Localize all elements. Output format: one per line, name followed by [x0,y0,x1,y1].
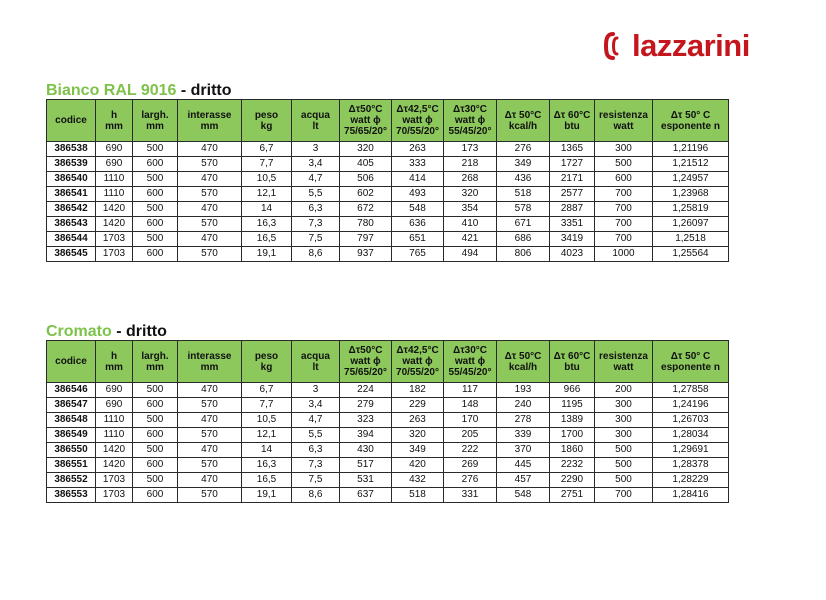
table-row [47,232,729,247]
table-cell: 600 [133,428,178,443]
table-row [47,428,729,443]
table-cell: 432 [392,473,444,488]
table-cell: 5,5 [292,428,340,443]
table-row [47,473,729,488]
table-cell: 500 [133,383,178,398]
table-cell: 148 [444,398,497,413]
section-title-colored: Cromato [46,323,112,340]
table-cell: 349 [497,157,550,172]
table-cell: 268 [444,172,497,187]
table-cell: 1420 [96,443,133,458]
table-cell: 6,7 [242,383,292,398]
table-cell: 686 [497,232,550,247]
brand-name: lazzarini [632,28,750,63]
table-cell: 570 [178,428,242,443]
table-cell: 1727 [550,157,595,172]
table-cell: 602 [340,187,392,202]
table-cell: 349 [392,443,444,458]
table-cell: 1389 [550,413,595,428]
product-code-cell: 386551 [47,458,96,473]
table-cell: 1860 [550,443,595,458]
table-cell: 263 [392,413,444,428]
table-cell: 700 [595,202,653,217]
table-cell: 8,6 [292,247,340,262]
table-cell: 671 [497,217,550,232]
table-cell: 8,6 [292,488,340,503]
table-cell: 354 [444,202,497,217]
table-cell: 3 [292,142,340,157]
product-code-cell: 386544 [47,232,96,247]
table-cell: 1,29691 [653,443,729,458]
column-header: Δτ 50°C kcal/h [497,341,550,383]
table-cell: 16,3 [242,217,292,232]
table-cell: 320 [340,142,392,157]
table-cell: 500 [133,142,178,157]
table-cell: 570 [178,187,242,202]
table-cell: 12,1 [242,428,292,443]
product-code-cell: 386549 [47,428,96,443]
table-cell: 173 [444,142,497,157]
column-header: Δτ42,5°C watt ϕ 70/55/20° [392,100,444,142]
table-cell: 600 [133,217,178,232]
table-cell: 1,24196 [653,398,729,413]
section-title-suffix: - dritto [111,323,167,340]
column-header: codice [47,341,96,383]
table-cell: 493 [392,187,444,202]
table-cell: 19,1 [242,488,292,503]
table-cell: 1,24957 [653,172,729,187]
table-cell: 300 [595,428,653,443]
product-code-cell: 386548 [47,413,96,428]
column-header: h mm [96,341,133,383]
table-cell: 1,25819 [653,202,729,217]
spec-table-cromato [46,340,729,503]
table-cell: 690 [96,142,133,157]
table-row [47,383,729,398]
table-cell: 4,7 [292,413,340,428]
table-cell: 578 [497,202,550,217]
table-cell: 1,27858 [653,383,729,398]
table-cell: 1703 [96,473,133,488]
column-header: peso kg [242,341,292,383]
table-cell: 1703 [96,488,133,503]
table-cell: 1,26097 [653,217,729,232]
table-cell: 445 [497,458,550,473]
table-cell: 1420 [96,202,133,217]
table-cell: 300 [595,413,653,428]
product-code-cell: 386541 [47,187,96,202]
table-cell: 600 [133,458,178,473]
table-row [47,217,729,232]
table-cell: 323 [340,413,392,428]
table-cell: 937 [340,247,392,262]
table-cell: 333 [392,157,444,172]
product-code-cell: 386550 [47,443,96,458]
table-cell: 331 [444,488,497,503]
table-cell: 2290 [550,473,595,488]
section-title-colored: Bianco RAL 9016 [46,82,177,99]
table-cell: 518 [392,488,444,503]
table-cell: 690 [96,157,133,172]
table-cell: 1110 [96,413,133,428]
table-cell: 700 [595,217,653,232]
table-cell: 1703 [96,232,133,247]
table-cell: 2232 [550,458,595,473]
column-header: resistenza watt [595,341,653,383]
table-cell: 570 [178,217,242,232]
table-header-row [47,341,729,383]
table-cell: 700 [595,232,653,247]
table-cell: 7,7 [242,398,292,413]
table-cell: 1,21196 [653,142,729,157]
table-cell: 278 [497,413,550,428]
table-cell: 570 [178,247,242,262]
table-cell: 517 [340,458,392,473]
table-cell: 2171 [550,172,595,187]
table-cell: 636 [392,217,444,232]
table-cell: 494 [444,247,497,262]
column-header: resistenza watt [595,100,653,142]
table-cell: 1,25564 [653,247,729,262]
table-row [47,443,729,458]
table-cell: 3351 [550,217,595,232]
table-cell: 570 [178,398,242,413]
table-cell: 500 [595,443,653,458]
column-header: acqua lt [292,100,340,142]
table-cell: 470 [178,413,242,428]
table-row [47,398,729,413]
table-cell: 6,3 [292,202,340,217]
table-cell: 518 [497,187,550,202]
table-cell: 1,21512 [653,157,729,172]
table-cell: 1000 [595,247,653,262]
table-cell: 672 [340,202,392,217]
table-cell: 470 [178,232,242,247]
table-cell: 506 [340,172,392,187]
table-cell: 269 [444,458,497,473]
table-row [47,413,729,428]
table-cell: 10,5 [242,172,292,187]
table-cell: 570 [178,488,242,503]
table-cell: 414 [392,172,444,187]
table-cell: 765 [392,247,444,262]
product-code-cell: 386545 [47,247,96,262]
table-cell: 966 [550,383,595,398]
table-cell: 651 [392,232,444,247]
table-cell: 222 [444,443,497,458]
table-row [47,172,729,187]
table-cell: 276 [497,142,550,157]
table-cell: 7,3 [292,458,340,473]
table-cell: 170 [444,413,497,428]
table-cell: 570 [178,458,242,473]
table-cell: 320 [392,428,444,443]
table-cell: 570 [178,157,242,172]
table-cell: 14 [242,202,292,217]
table-cell: 470 [178,443,242,458]
table-cell: 14 [242,443,292,458]
brand-logo [604,30,750,61]
column-header: acqua lt [292,341,340,383]
table-cell: 500 [133,473,178,488]
table-cell: 1,23968 [653,187,729,202]
table-cell: 6,7 [242,142,292,157]
table-cell: 300 [595,142,653,157]
section-title-suffix: - dritto [176,82,232,99]
product-code-cell: 386553 [47,488,96,503]
section-title-bianco [46,83,232,99]
section-title-cromato [46,324,167,340]
table-cell: 470 [178,473,242,488]
table-cell: 1700 [550,428,595,443]
table-cell: 806 [497,247,550,262]
product-code-cell: 386542 [47,202,96,217]
table-cell: 1110 [96,428,133,443]
table-cell: 19,1 [242,247,292,262]
table-cell: 182 [392,383,444,398]
table-cell: 1,28229 [653,473,729,488]
table-cell: 1365 [550,142,595,157]
column-header: codice [47,100,96,142]
table-cell: 7,5 [292,473,340,488]
table-cell: 600 [595,172,653,187]
table-cell: 3 [292,383,340,398]
column-header: Δτ 60°C btu [550,100,595,142]
table-cell: 16,3 [242,458,292,473]
column-header: Δτ50°C watt ϕ 75/65/20° [340,100,392,142]
table-cell: 470 [178,383,242,398]
column-header: largh. mm [133,341,178,383]
table-row [47,157,729,172]
table-cell: 1,28416 [653,488,729,503]
table-cell: 320 [444,187,497,202]
table-cell: 300 [595,398,653,413]
table-cell: 193 [497,383,550,398]
table-cell: 4,7 [292,172,340,187]
table-cell: 394 [340,428,392,443]
table-cell: 3,4 [292,398,340,413]
table-cell: 420 [392,458,444,473]
table-cell: 457 [497,473,550,488]
table-cell: 410 [444,217,497,232]
table-row [47,142,729,157]
spec-table-bianco [46,99,729,262]
table-cell: 1420 [96,458,133,473]
table-cell: 200 [595,383,653,398]
table-cell: 2577 [550,187,595,202]
table-cell: 600 [133,247,178,262]
column-header: Δτ 50° C esponente n [653,100,729,142]
product-code-cell: 386539 [47,157,96,172]
column-header: largh. mm [133,100,178,142]
table-cell: 1,28378 [653,458,729,473]
table-cell: 117 [444,383,497,398]
table-cell: 500 [133,413,178,428]
table-cell: 637 [340,488,392,503]
table-cell: 1703 [96,247,133,262]
table-cell: 276 [444,473,497,488]
table-row [47,247,729,262]
table-cell: 1,2518 [653,232,729,247]
table-cell: 3,4 [292,157,340,172]
table-row [47,488,729,503]
table-cell: 16,5 [242,232,292,247]
column-header: Δτ30°C watt ϕ 55/45/20° [444,100,497,142]
table-cell: 600 [133,488,178,503]
product-code-cell: 386538 [47,142,96,157]
table-cell: 531 [340,473,392,488]
product-code-cell: 386547 [47,398,96,413]
table-cell: 421 [444,232,497,247]
table-cell: 600 [133,398,178,413]
table-cell: 500 [595,473,653,488]
table-cell: 1110 [96,187,133,202]
table-cell: 548 [392,202,444,217]
table-cell: 500 [133,443,178,458]
table-row [47,458,729,473]
table-cell: 500 [133,172,178,187]
table-cell: 1195 [550,398,595,413]
table-cell: 600 [133,157,178,172]
table-cell: 1110 [96,172,133,187]
table-cell: 263 [392,142,444,157]
table-cell: 3419 [550,232,595,247]
table-cell: 10,5 [242,413,292,428]
table-cell: 470 [178,172,242,187]
column-header: Δτ30°C watt ϕ 55/45/20° [444,341,497,383]
table-cell: 500 [133,232,178,247]
product-code-cell: 386540 [47,172,96,187]
table-cell: 2751 [550,488,595,503]
table-cell: 205 [444,428,497,443]
table-cell: 700 [595,488,653,503]
table-cell: 1420 [96,217,133,232]
table-cell: 12,1 [242,187,292,202]
table-cell: 240 [497,398,550,413]
table-row [47,202,729,217]
table-cell: 405 [340,157,392,172]
product-code-cell: 386546 [47,383,96,398]
table-cell: 780 [340,217,392,232]
table-cell: 470 [178,142,242,157]
table-cell: 339 [497,428,550,443]
column-header: Δτ 50° C esponente n [653,341,729,383]
table-cell: 4023 [550,247,595,262]
column-header: Δτ 50°C kcal/h [497,100,550,142]
table-cell: 470 [178,202,242,217]
table-cell: 436 [497,172,550,187]
table-cell: 2887 [550,202,595,217]
table-cell: 279 [340,398,392,413]
table-cell: 229 [392,398,444,413]
table-row [47,187,729,202]
table-cell: 5,5 [292,187,340,202]
column-header: interasse mm [178,341,242,383]
table-header-row [47,100,729,142]
table-cell: 1,26703 [653,413,729,428]
table-cell: 500 [133,202,178,217]
table-cell: 690 [96,383,133,398]
table-cell: 548 [497,488,550,503]
product-code-cell: 386543 [47,217,96,232]
table-cell: 500 [595,458,653,473]
table-cell: 7,3 [292,217,340,232]
table-cell: 500 [595,157,653,172]
table-cell: 16,5 [242,473,292,488]
column-header: h mm [96,100,133,142]
column-header: interasse mm [178,100,242,142]
column-header: Δτ50°C watt ϕ 75/65/20° [340,341,392,383]
table-cell: 430 [340,443,392,458]
lazzarini-logo-icon [604,31,626,61]
table-cell: 690 [96,398,133,413]
table-cell: 1,28034 [653,428,729,443]
table-cell: 797 [340,232,392,247]
table-cell: 7,5 [292,232,340,247]
table-cell: 7,7 [242,157,292,172]
table-cell: 6,3 [292,443,340,458]
column-header: Δτ42,5°C watt ϕ 70/55/20° [392,341,444,383]
table-cell: 370 [497,443,550,458]
table-cell: 600 [133,187,178,202]
column-header: peso kg [242,100,292,142]
table-cell: 700 [595,187,653,202]
column-header: Δτ 60°C btu [550,341,595,383]
table-cell: 218 [444,157,497,172]
table-cell: 224 [340,383,392,398]
product-code-cell: 386552 [47,473,96,488]
